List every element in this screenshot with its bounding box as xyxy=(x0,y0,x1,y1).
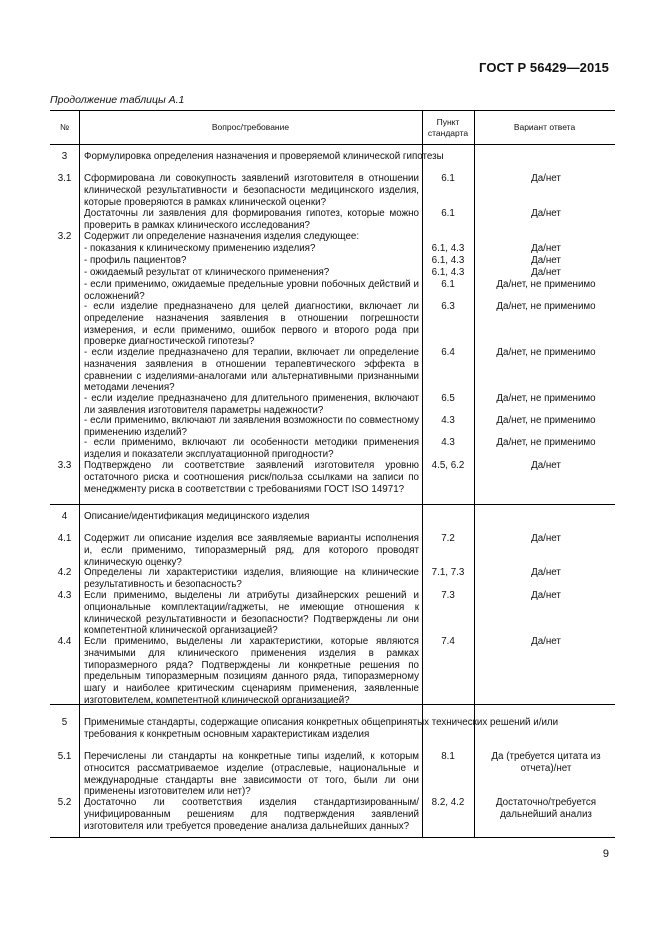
answer-option: Да/нет, не применимо xyxy=(496,437,596,448)
table-caption: Продолжение таблицы А.1 xyxy=(50,94,185,106)
row-number: 5.1 xyxy=(57,751,72,762)
answer-option: Да/нет xyxy=(531,267,561,278)
answer-option: Да/нет, не применимо xyxy=(496,279,596,290)
clause-ref: 7.4 xyxy=(441,636,455,647)
question-text: Перечислены ли стандарты на конкретные типы изделий, к которым относится рассматриваемое изделие (отраслевые, национальные и международные стандарты вне зависимости от того, были ли они применены изготовителем или нет)? xyxy=(84,751,419,798)
answer-option: Да/нет xyxy=(531,590,561,601)
row-number: 4.3 xyxy=(57,590,72,601)
clause-ref: 6.1, 4.3 xyxy=(431,267,465,278)
answer-option: Да/нет xyxy=(531,173,561,184)
requirements-table xyxy=(50,110,615,838)
clause-ref: 6.1 xyxy=(441,208,455,219)
question-text: Подтверждено ли соответствие заявлений изготовителя уровню остаточного риска и соотношения риск/польза ссылками на записи по менеджменту риска в соответствии с требованиями ГОСТ ISO 14971? xyxy=(84,460,419,495)
question-text: Содержит ли определение назначения изделия следующее: xyxy=(84,231,360,242)
clause-ref: 7.3 xyxy=(441,590,455,601)
clause-ref: 6.5 xyxy=(441,393,455,404)
answer-option: Да/нет, не применимо xyxy=(496,301,596,312)
clause-ref: 6.3 xyxy=(441,301,455,312)
clause-ref: 8.1 xyxy=(441,751,455,762)
question-text: Определены ли характеристики изделия, влияющие на клинические результативность и безопасность? xyxy=(84,567,419,590)
question-text: Сформирована ли совокупность заявлений изготовителя в отношении клинической результативности и безопасности медицинского изделия, которые проверяются в рамках клинической оценки? xyxy=(84,173,419,208)
section-title: Формулировка определения назначения и проверяемой клинической гипотезы xyxy=(84,151,444,162)
clause-ref: 4.5, 6.2 xyxy=(431,460,465,471)
answer-option: Да/нет xyxy=(531,567,561,578)
row-number: 5 xyxy=(61,717,68,728)
row-number: 4.4 xyxy=(57,636,72,647)
row-number: 4 xyxy=(61,511,68,522)
answer-option: Да/нет xyxy=(531,208,561,219)
answer-option: Да/нет xyxy=(531,460,561,471)
section-title: Описание/идентификация медицинского изделия xyxy=(84,511,310,522)
column-header-number: № xyxy=(59,122,70,133)
clause-ref: 4.3 xyxy=(441,437,455,448)
page-number: 9 xyxy=(602,848,609,860)
question-text: - профиль пациентов? xyxy=(84,255,187,266)
clause-ref: 7.2 xyxy=(441,533,455,544)
question-text: - если изделие предназначено для терапии, включает ли определение назначения заявления в отношении терапевтического эффекта в сравнении с изделиями-аналогами или альтернативными признанными методами лечения? xyxy=(84,347,419,394)
clause-ref: 6.1, 4.3 xyxy=(431,243,465,254)
answer-option: Да/нет, не применимо xyxy=(496,415,596,426)
answer-option: Да/нет, не применимо xyxy=(496,393,596,404)
question-text: - если изделие предназначено для длительного применения, включают ли заявления изготовителя параметры надежности? xyxy=(84,393,419,416)
answer-option: Да/нет, не применимо xyxy=(496,347,596,358)
answer-option: Да/нет xyxy=(531,255,561,266)
clause-ref: 8.2, 4.2 xyxy=(431,797,465,808)
column-header-answer: Вариант ответа xyxy=(513,122,576,133)
document-standard-header: ГОСТ Р 56429—2015 xyxy=(479,60,609,75)
question-text: Достаточны ли заявления для формирования гипотез, которые можно проверить в рамках клинического исследования? xyxy=(84,208,419,231)
question-text: Если применимо, выделены ли характеристики, которые являются значимыми для клинического применения изделия в рамках типоразмерного ряда? Подтверждены ли конкретные решения по предельным типоразмерным позициям данного ряда, типоразмерному шагу и наиболее критическим сценариям применения, заявленные изготовителем, компетентной клинической организацией? xyxy=(84,636,419,706)
answer-option: Да/нет xyxy=(531,243,561,254)
question-text: - показания к клиническому применению изделия? xyxy=(84,243,316,254)
row-number: 4.2 xyxy=(57,567,72,578)
clause-ref: 4.3 xyxy=(441,415,455,426)
row-number: 3.1 xyxy=(57,173,72,184)
answer-option: Да (требуется цитата из отчета)/нет xyxy=(491,751,601,774)
question-text: Если применимо, выделены ли атрибуты дизайнерских решений и опциональные комплектации/гаджеты, не имеющие отношения к клинической результативности и безопасности? Подтверждены ли они компетентной клинической организацией? xyxy=(84,590,419,637)
question-text: - если применимо, включают ли особенности методики применения изделия и показатели эксплуатационной пригодности? xyxy=(84,437,419,460)
row-number: 5.2 xyxy=(57,797,72,808)
question-text: - если применимо, включают ли заявления возможности по совместному применению изделий? xyxy=(84,415,419,438)
answer-option: Да/нет xyxy=(531,636,561,647)
question-text: - если изделие предназначено для целей диагностики, включает ли определение назначения заявления в отношении погрешности измерения, и если применимо, ошибок первого и второго рода при проверке диагностической гипотезы? xyxy=(84,301,419,348)
column-header-question: Вопрос/требование xyxy=(211,122,290,133)
clause-ref: 6.1, 4.3 xyxy=(431,255,465,266)
clause-ref: 6.1 xyxy=(441,279,455,290)
column-header-clause: Пункт стандарта xyxy=(427,116,469,138)
row-number: 3.2 xyxy=(57,231,72,242)
clause-ref: 6.1 xyxy=(441,173,455,184)
section-title: Применимые стандарты, содержащие описания конкретных общепринятых технических решений и/или требования к конкретным основным характеристикам изделия xyxy=(84,717,559,740)
row-number: 4.1 xyxy=(57,533,72,544)
row-number: 3.3 xyxy=(57,460,72,471)
answer-option: Да/нет xyxy=(531,533,561,544)
question-text: - если применимо, ожидаемые предельные уровни побочных действий и осложнений? xyxy=(84,279,419,302)
clause-ref: 6.4 xyxy=(441,347,455,358)
question-text: Достаточно ли соответствия изделия стандартизированным/унифицированным решениям для подтверждения заявлений изготовителя или требуется проведение анализа дальнейших данных? xyxy=(84,797,419,832)
clause-ref: 7.1, 7.3 xyxy=(431,567,465,578)
row-number: 3 xyxy=(61,151,68,162)
answer-option: Достаточно/требуется дальнейший анализ xyxy=(495,797,597,820)
question-text: - ожидаемый результат от клинического применения? xyxy=(84,267,330,278)
question-text: Содержит ли описание изделия все заявляемые варианты исполнения и, если применимо, типоразмерный ряд, для которого проводят клиническую оценку? xyxy=(84,533,419,568)
